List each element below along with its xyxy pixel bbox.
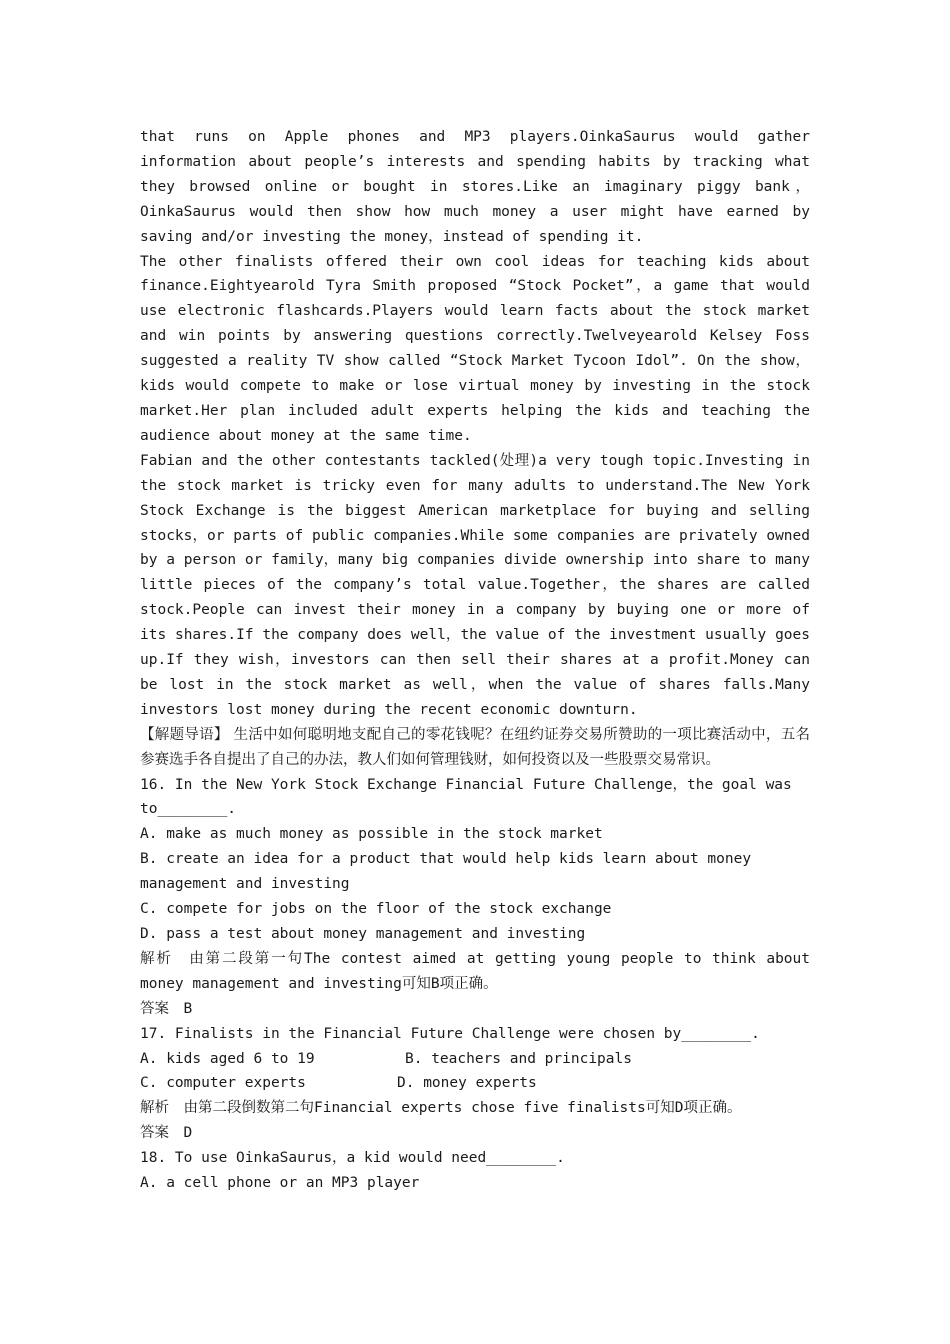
question-17-option-d: D. money experts — [397, 1075, 537, 1092]
question-16-option-c: C. compete for jobs on the floor of the stock exchange — [140, 901, 612, 918]
document-page — [140, 125, 810, 1196]
question-17-analysis: 解析 由第二段倒数第二句Financial experts chose five finalists可知D项正确。 — [140, 1100, 742, 1117]
question-16-option-b-line-2: management and investing — [140, 876, 350, 893]
question-16-stem-line-2: to________. — [140, 801, 237, 818]
question-17-stem: 17. Finalists in the Financial Future Challenge were chosen by________. — [140, 1025, 760, 1042]
question-17-options-row-2 — [140, 1071, 810, 1096]
question-17-answer: 答案 D — [140, 1125, 193, 1142]
question-17-option-a: A. kids aged 6 to 19 — [140, 1050, 315, 1067]
question-16-option-d: D. pass a test about money management and investing — [140, 926, 586, 942]
question-16-analysis: 解析 由第二段第一句The contest aimed at getting young people to think about money management and investing可知B项正确。 — [140, 950, 810, 992]
solution-guide: 【解题导语】 生活中如何聪明地支配自己的零花钱呢？在纽约证券交易所赞助的一项比赛活动中，五名参赛选手各自提出了自己的办法，教人们如何管理钱财，如何投资以及一些股票交易常识。 — [140, 726, 810, 768]
question-16-stem-line-1: 16. In the New York Stock Exchange Financial Future Challenge，the goal was — [140, 776, 792, 793]
passage-paragraph-1: that runs on Apple phones and MP3 players.OinkaSaurus would gather information about people’s interests and spending habits by tracking what they browsed online or bought in stores.Like an imaginary piggy bank，OinkaSaurus would then show how much money a user might have earned by saving and/or investing the money，instead of spending it. — [140, 129, 810, 245]
question-16-answer: 答案 B — [140, 1000, 193, 1017]
question-18-option-a: A. a cell phone or an MP3 player — [140, 1175, 420, 1192]
question-16-option-a: A. make as much money as possible in the stock market — [140, 826, 603, 843]
question-16-option-b-line-1: B. create an idea for a product that would help kids learn about money — [140, 851, 752, 868]
passage-paragraph-3: Fabian and the other contestants tackled(处理)a very tough topic.Investing in the stock market is tricky even for many adults to understand.The New York Stock Exchange is the biggest American marketplace for buying and selling stocks，or parts of public companies.While some companies are privately owned by a person or family，many big companies divide ownership into share to many little pieces of the company’s total value.Together，the shares are called stock.People can invest their money in a company by buying one or more of its shares.If the company does well，the value of the investment usually goes up.If they wish，investors can then sell their shares at a profit.Money can be lost in the stock market as well，when the value of shares falls.Many investors lost money during the recent economic downturn. — [140, 452, 810, 718]
passage-paragraph-2: The other finalists offered their own cool ideas for teaching kids about finance.Eightyearold Tyra Smith proposed “Stock Pocket”，a game that would use electronic flashcards.Players would learn facts about the stock market and win points by answering questions correctly.Twelveyearold Kelsey Foss suggested a reality TV show called “Stock Market Tycoon Idol”. On the show，kids would compete to make or lose virtual money by investing in the stock market.Her plan included adult experts helping the kids and teaching the audience about money at the same time. — [140, 253, 810, 444]
question-17-option-b: B. teachers and principals — [405, 1050, 632, 1067]
question-17-options-row-1 — [140, 1047, 810, 1072]
question-17-option-c: C. computer experts — [140, 1075, 306, 1092]
question-18-stem: 18. To use OinkaSaurus，a kid would need________. — [140, 1150, 565, 1167]
